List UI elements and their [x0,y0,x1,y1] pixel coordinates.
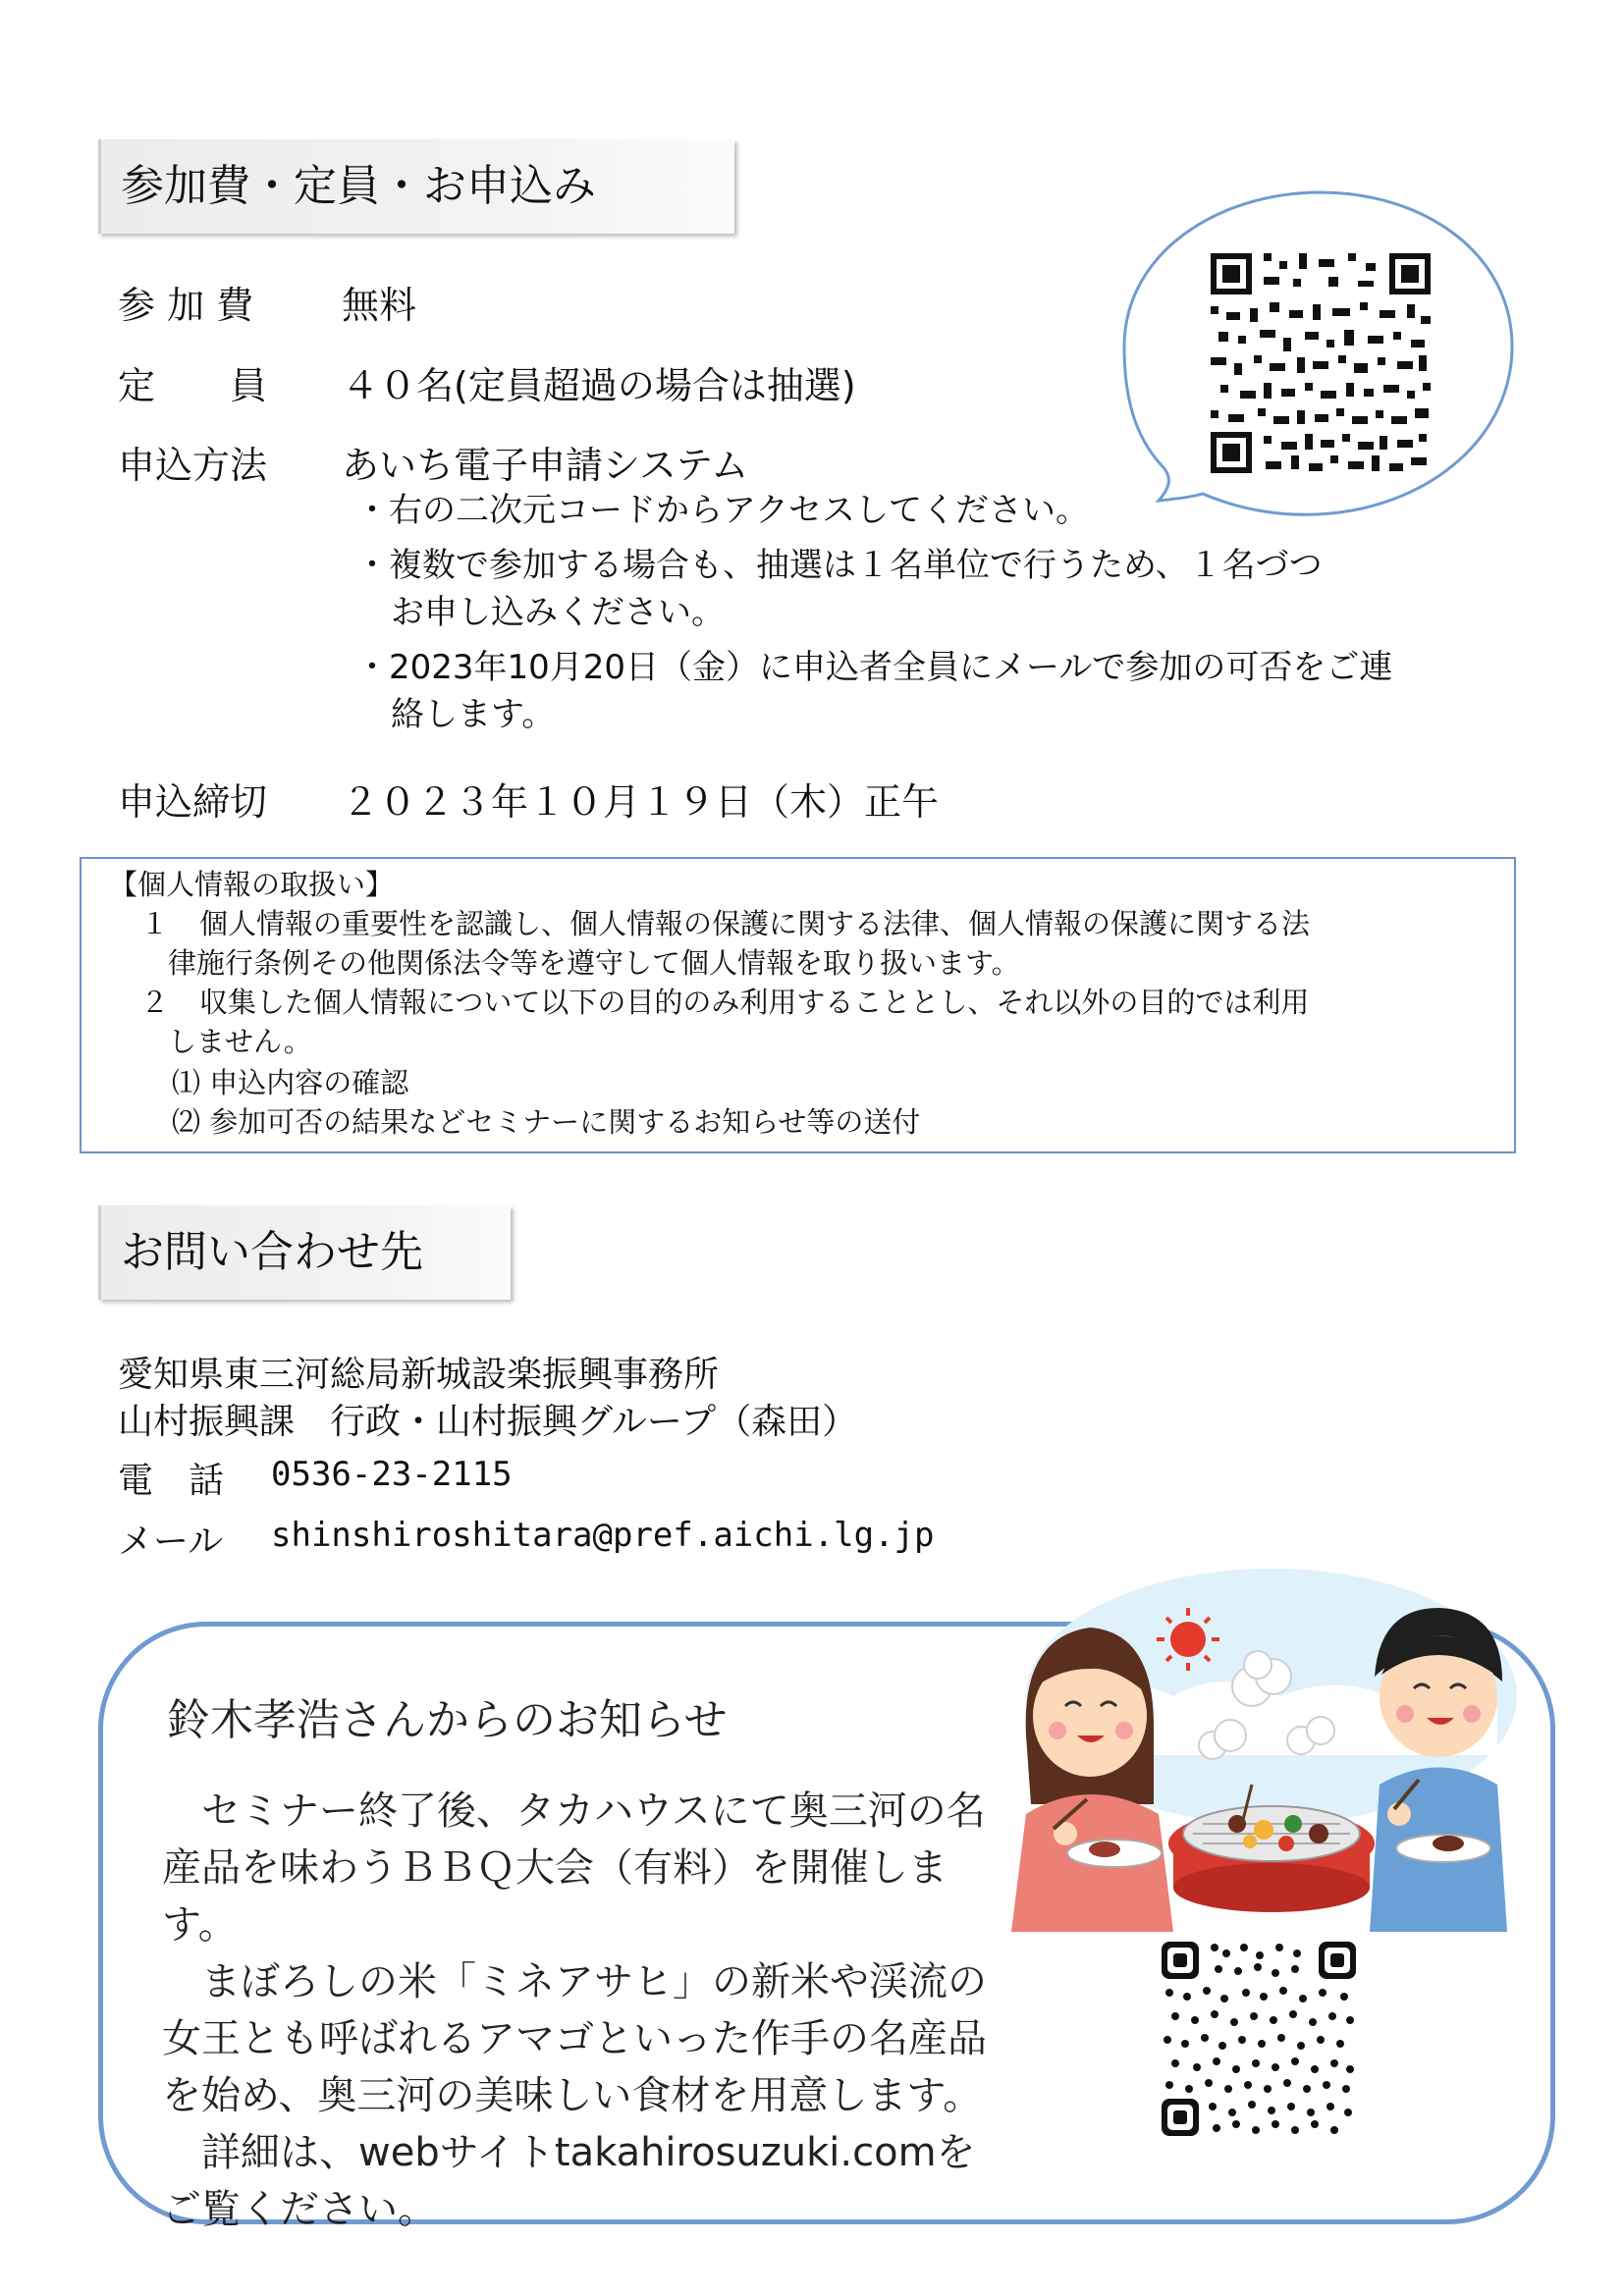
section-header-contact [98,1205,511,1300]
notice-line-3: まぼろしの米「ミネアサヒ」の新米や渓流の [201,1959,987,2004]
qr-code-website-icon [1162,1942,1356,2136]
notice-line-7: ご覧ください。 [162,2187,437,2232]
notice-body [162,1783,1006,2238]
fee-label: 参 加 費 [118,284,254,327]
method-note-2b: お申し込みください。 [391,593,725,632]
notice-line-5: を始め、奥三河の美味しい食材を用意します。 [162,2073,983,2118]
privacy-sub2: ⑵ 参加可否の結果などセミナーに関するお知らせ等の送付 [172,1105,921,1139]
contact-mail-value[interactable]: shinshiroshitara@pref.aichi.lg.jp [271,1516,935,1555]
capacity-label: 定 員 [118,364,268,407]
deadline-label: 申込締切 [118,780,268,824]
notice-line-4: 女王とも呼ばれるアマゴといった作手の名産品 [162,2016,987,2061]
privacy-sub1: ⑴ 申込内容の確認 [172,1066,409,1099]
bbq-illustration [1006,1559,1517,1932]
privacy-item2-number: ２ [140,986,170,1019]
qr-code-website[interactable] [1162,1942,1356,2136]
sun-icon [1170,1622,1206,1657]
contact-mail-label: メール [118,1522,224,1562]
privacy-item2-line2: しません。 [168,1025,312,1058]
method-label: 申込方法 [118,444,268,487]
method-note-1: ・右の二次元コードからアクセスしてください。 [355,491,1089,530]
fee-value: 無料 [342,284,417,327]
section-header-fee [98,139,734,234]
privacy-item1-line1: 個人情報の重要性を認識し、個人情報の保護に関する法律、個人情報の保護に関する法 [199,907,1311,940]
deadline-value: ２０２３年１０月１９日（木）正午 [342,780,940,824]
capacity-value: ４０名(定員超過の場合は抽選) [342,364,856,407]
contact-dept: 山村振興課 行政・山村振興グループ（森田） [118,1402,858,1442]
notice-line-1: セミナー終了後、タカハウスにて奥三河の名 [201,1789,986,1834]
section-title-fee: 参加費・定員・お申込み [121,161,596,211]
privacy-box [80,857,1516,1153]
qr-code-icon [1211,253,1431,473]
method-note-2: ・複数で参加する場合も、抽選は１名単位で行うため、１名づつ [355,546,1323,585]
section-title-contact: お問い合わせ先 [121,1227,423,1277]
privacy-title: 【個人情報の取扱い】 [109,868,395,901]
qr-code-application[interactable] [1211,253,1431,473]
privacy-item1-line2: 律施行条例その他関係法令等を遵守して個人情報を取り扱います。 [168,946,1020,980]
privacy-item1-number: １ [140,907,170,940]
method-note-3b: 絡します。 [391,695,556,734]
contact-org: 愛知県東三河総局新城設楽振興事務所 [118,1355,720,1395]
notice-line-2: 産品を味わうＢＢＱ大会（有料）を開催します。 [162,1845,947,1948]
method-note-3: ・2023年10月20日（金）に申込者全員にメールで参加の可否をご連 [355,648,1393,687]
contact-tel-label: 電 話 [118,1461,225,1501]
notice-line-6: 詳細は、webサイトtakahirosuzuki.comを [201,2130,976,2175]
contact-tel-value: 0536-23-2115 [271,1455,513,1494]
method-value: あいち電子申請システム [342,444,749,487]
notice-title: 鈴木孝浩さんからのお知らせ [167,1695,728,1745]
privacy-item2-line1: 収集した個人情報について以下の目的のみ利用することとし、それ以外の目的では利用 [199,986,1310,1019]
